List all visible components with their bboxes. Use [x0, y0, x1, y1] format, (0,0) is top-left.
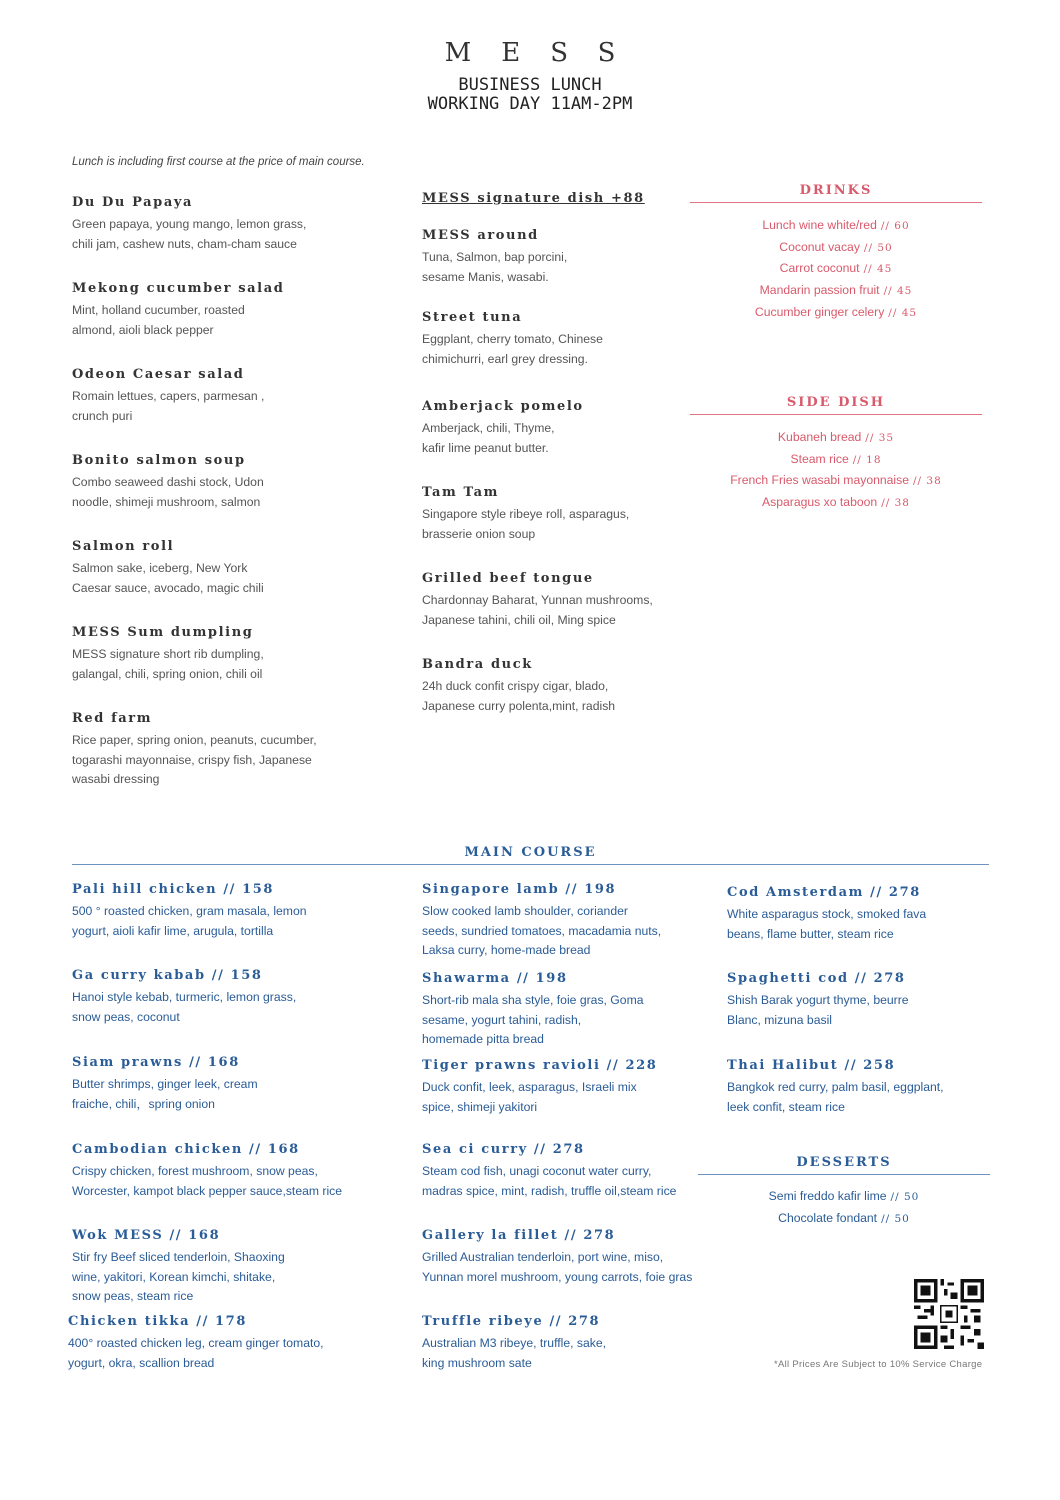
list-item: Lunch wine white/red // 60 [762, 218, 910, 232]
item-name: MESS around [422, 228, 539, 243]
drinks-heading: DRINKS [799, 183, 873, 198]
item-name: Cambodian chicken // 168 [72, 1142, 300, 1157]
menu-item [422, 310, 722, 369]
menu-item [72, 539, 372, 598]
menu-item [727, 971, 987, 1030]
menu-item [422, 571, 722, 630]
list-item: Asparagus xo taboon // 38 [762, 495, 910, 510]
main-course-divider [72, 864, 989, 865]
item-desc: Mint, holland cucumber, roasted almond, aioli black pepper [72, 303, 245, 337]
item-name: Singapore lamb // 198 [422, 882, 617, 897]
list-item: French Fries wasabi mayonnaise // 38 [730, 473, 942, 488]
item-name: Bandra duck [422, 657, 533, 672]
item-name: Tam Tam [422, 485, 499, 500]
menu-item [422, 1228, 712, 1287]
item-name: MESS Sum dumpling [72, 625, 254, 640]
item-desc: Steam cod fish, unagi coconut water curry, madras spice, mint, radish, truffle oil,steam rice [422, 1164, 677, 1198]
menu-item [72, 453, 372, 512]
item-name: Thai Halibut // 258 [727, 1058, 896, 1073]
item-desc: Grilled Australian tenderloin, port wine, miso, Yunnan morel mushroom, young carrots, foie gras [422, 1250, 693, 1284]
item-desc: Green papaya, young mango, lemon grass, chili jam, cashew nuts, cham-cham sauce [72, 217, 307, 251]
desserts-divider [698, 1174, 990, 1175]
menu-item [72, 1055, 392, 1114]
item-desc: Hanoi style kebab, turmeric, lemon grass, snow peas, coconut [72, 990, 297, 1024]
menu-item [72, 1228, 392, 1307]
subtitle-line-2: WORKING DAY 11AM-2PM [427, 94, 633, 114]
menu-item [422, 971, 712, 1050]
item-name: Odeon Caesar salad [72, 367, 245, 382]
item-desc: Salmon sake, iceberg, New York Caesar sauce, avocado, magic chili [72, 561, 264, 595]
list-item: Steam rice // 18 [790, 451, 882, 466]
list-item: Coconut vacay // 50 [779, 239, 893, 254]
item-name: Spaghetti cod // 278 [727, 971, 906, 986]
menu-item [72, 367, 372, 426]
item-desc: Duck confit, leek, asparagus, Israeli mix spice, shimeji yakitori [422, 1080, 637, 1114]
logo: MESS [444, 38, 646, 68]
item-desc: Romain lettues, capers, parmesan , crunch puri [72, 389, 265, 423]
item-name: Ga curry kabab // 158 [72, 968, 263, 983]
item-desc: Combo seaweed dashi stock, Udon noodle, shimeji mushroom, salmon [72, 475, 264, 509]
menu-item [72, 281, 372, 340]
item-desc: Singapore style ribeye roll, asparagus, brasserie onion soup [422, 507, 630, 541]
menu-item [68, 1314, 388, 1373]
item-desc: Stir fry Beef sliced tenderloin, Shaoxing wine, yakitori, Korean kimchi, shitake, snow peas, steam rice [72, 1250, 285, 1303]
item-desc: White asparagus stock, smoked fava beans, flame butter, steam rice [727, 907, 927, 941]
item-desc: 500 ° roasted chicken, gram masala, lemon yogurt, aioli kafir lime, arugula, tortilla [72, 904, 307, 938]
qr-code-icon[interactable] [914, 1279, 984, 1349]
item-name: Cod Amsterdam // 278 [727, 885, 921, 900]
item-name: Truffle ribeye // 278 [422, 1314, 601, 1329]
item-name: Shawarma // 198 [422, 971, 568, 986]
item-name: Du Du Papaya [72, 195, 194, 210]
signature-heading: MESS signature dish +88 [422, 191, 645, 206]
item-desc: Slow cooked lamb shoulder, coriander seeds, sundried tomatoes, macadamia nuts, Laksa curry, home-made bread [422, 904, 662, 957]
item-name: Chicken tikka // 178 [68, 1314, 247, 1329]
list-item: Mandarin passion fruit // 45 [759, 283, 913, 298]
desserts-list [698, 1186, 990, 1229]
item-name: Amberjack pomelo [422, 399, 584, 414]
item-name: Red farm [72, 711, 153, 726]
desserts-heading: DESSERTS [796, 1155, 892, 1170]
list-item: Semi freddo kafir lime // 50 [768, 1189, 920, 1203]
item-name: Gallery la fillet // 278 [422, 1228, 616, 1243]
menu-item [72, 882, 392, 941]
menu-item [422, 228, 722, 287]
item-desc: 400° roasted chicken leg, cream ginger tomato, yogurt, okra, scallion bread [68, 1336, 324, 1370]
main-course-heading: MAIN COURSE [464, 845, 597, 860]
menu-item [422, 1142, 712, 1201]
menu-item [727, 885, 987, 944]
menu-item [422, 1314, 712, 1373]
drinks-list [690, 215, 982, 324]
item-desc: MESS signature short rib dumpling, galangal, chili, spring onion, chili oil [72, 647, 264, 681]
item-name: Siam prawns // 168 [72, 1055, 240, 1070]
list-item: Carrot coconut // 45 [779, 261, 893, 276]
item-desc: Butter shrimps, ginger leek, cream fraiche, chili，spring onion [72, 1077, 258, 1111]
menu-item [422, 1058, 712, 1117]
item-desc: Rice paper, spring onion, peanuts, cucumber, togarashi mayonnaise, crispy fish, Japanese wasabi dressing [72, 733, 317, 786]
item-desc: Eggplant, cherry tomato, Chinese chimichurri, earl grey dressing. [422, 332, 603, 366]
item-desc: Short-rib mala sha style, foie gras, Goma sesame, yogurt tahini, radish, homemade pitta bread [422, 993, 644, 1046]
item-desc: Chardonnay Baharat, Yunnan mushrooms, Japanese tahini, chili oil, Ming spice [422, 593, 653, 627]
item-desc: Amberjack, chili, Thyme, kafir lime peanut butter. [422, 421, 555, 455]
subtitle-line-1: BUSINESS LUNCH [458, 75, 602, 95]
side-dish-divider [690, 414, 982, 415]
item-name: Street tuna [422, 310, 523, 325]
item-desc: Crispy chicken, forest mushroom, snow peas, Worcester, kampot black pepper sauce,steam rice [72, 1164, 343, 1198]
menu-item [422, 882, 712, 961]
menu-item [72, 625, 372, 684]
menu-item [72, 195, 372, 254]
item-name: Tiger prawns ravioli // 228 [422, 1058, 658, 1073]
menu-item [727, 1058, 987, 1117]
item-name: Grilled beef tongue [422, 571, 594, 586]
item-name: Sea ci curry // 278 [422, 1142, 585, 1157]
menu-item [422, 399, 722, 458]
drinks-divider [690, 202, 982, 203]
list-item: Chocolate fondant // 50 [778, 1210, 910, 1225]
item-name: Wok MESS // 168 [72, 1228, 221, 1243]
menu-item [72, 968, 392, 1027]
menu-item [72, 1142, 392, 1201]
item-desc: Tuna, Salmon, bap porcini, sesame Manis, wasabi. [422, 250, 568, 284]
item-name: Salmon roll [72, 539, 175, 554]
list-item: Cucumber ginger celery // 45 [754, 304, 918, 319]
lunch-subtitle [0, 76, 1060, 114]
item-name: Pali hill chicken // 158 [72, 882, 275, 897]
menu-item [422, 485, 722, 544]
service-charge-note: *All Prices Are Subject to 10% Service Charge [774, 1359, 983, 1370]
item-desc: Shish Barak yogurt thyme, beurre Blanc, mizuna basil [727, 993, 909, 1027]
menu-item [422, 657, 722, 716]
side-dish-heading: SIDE DISH [786, 395, 886, 410]
item-desc: Australian M3 ribeye, truffle, sake, king mushroom sate [422, 1336, 607, 1370]
side-dish-list [690, 427, 982, 514]
lunch-note: Lunch is including first course at the price of main course. [72, 156, 365, 168]
item-desc: 24h duck confit crispy cigar, blado, Japanese curry polenta,mint, radish [422, 679, 616, 713]
list-item: Kubaneh bread // 35 [777, 430, 895, 444]
item-name: Bonito salmon soup [72, 453, 246, 468]
item-desc: Bangkok red curry, palm basil, eggplant, leek confit, steam rice [727, 1080, 944, 1114]
menu-item [72, 711, 372, 790]
item-name: Mekong cucumber salad [72, 281, 285, 296]
